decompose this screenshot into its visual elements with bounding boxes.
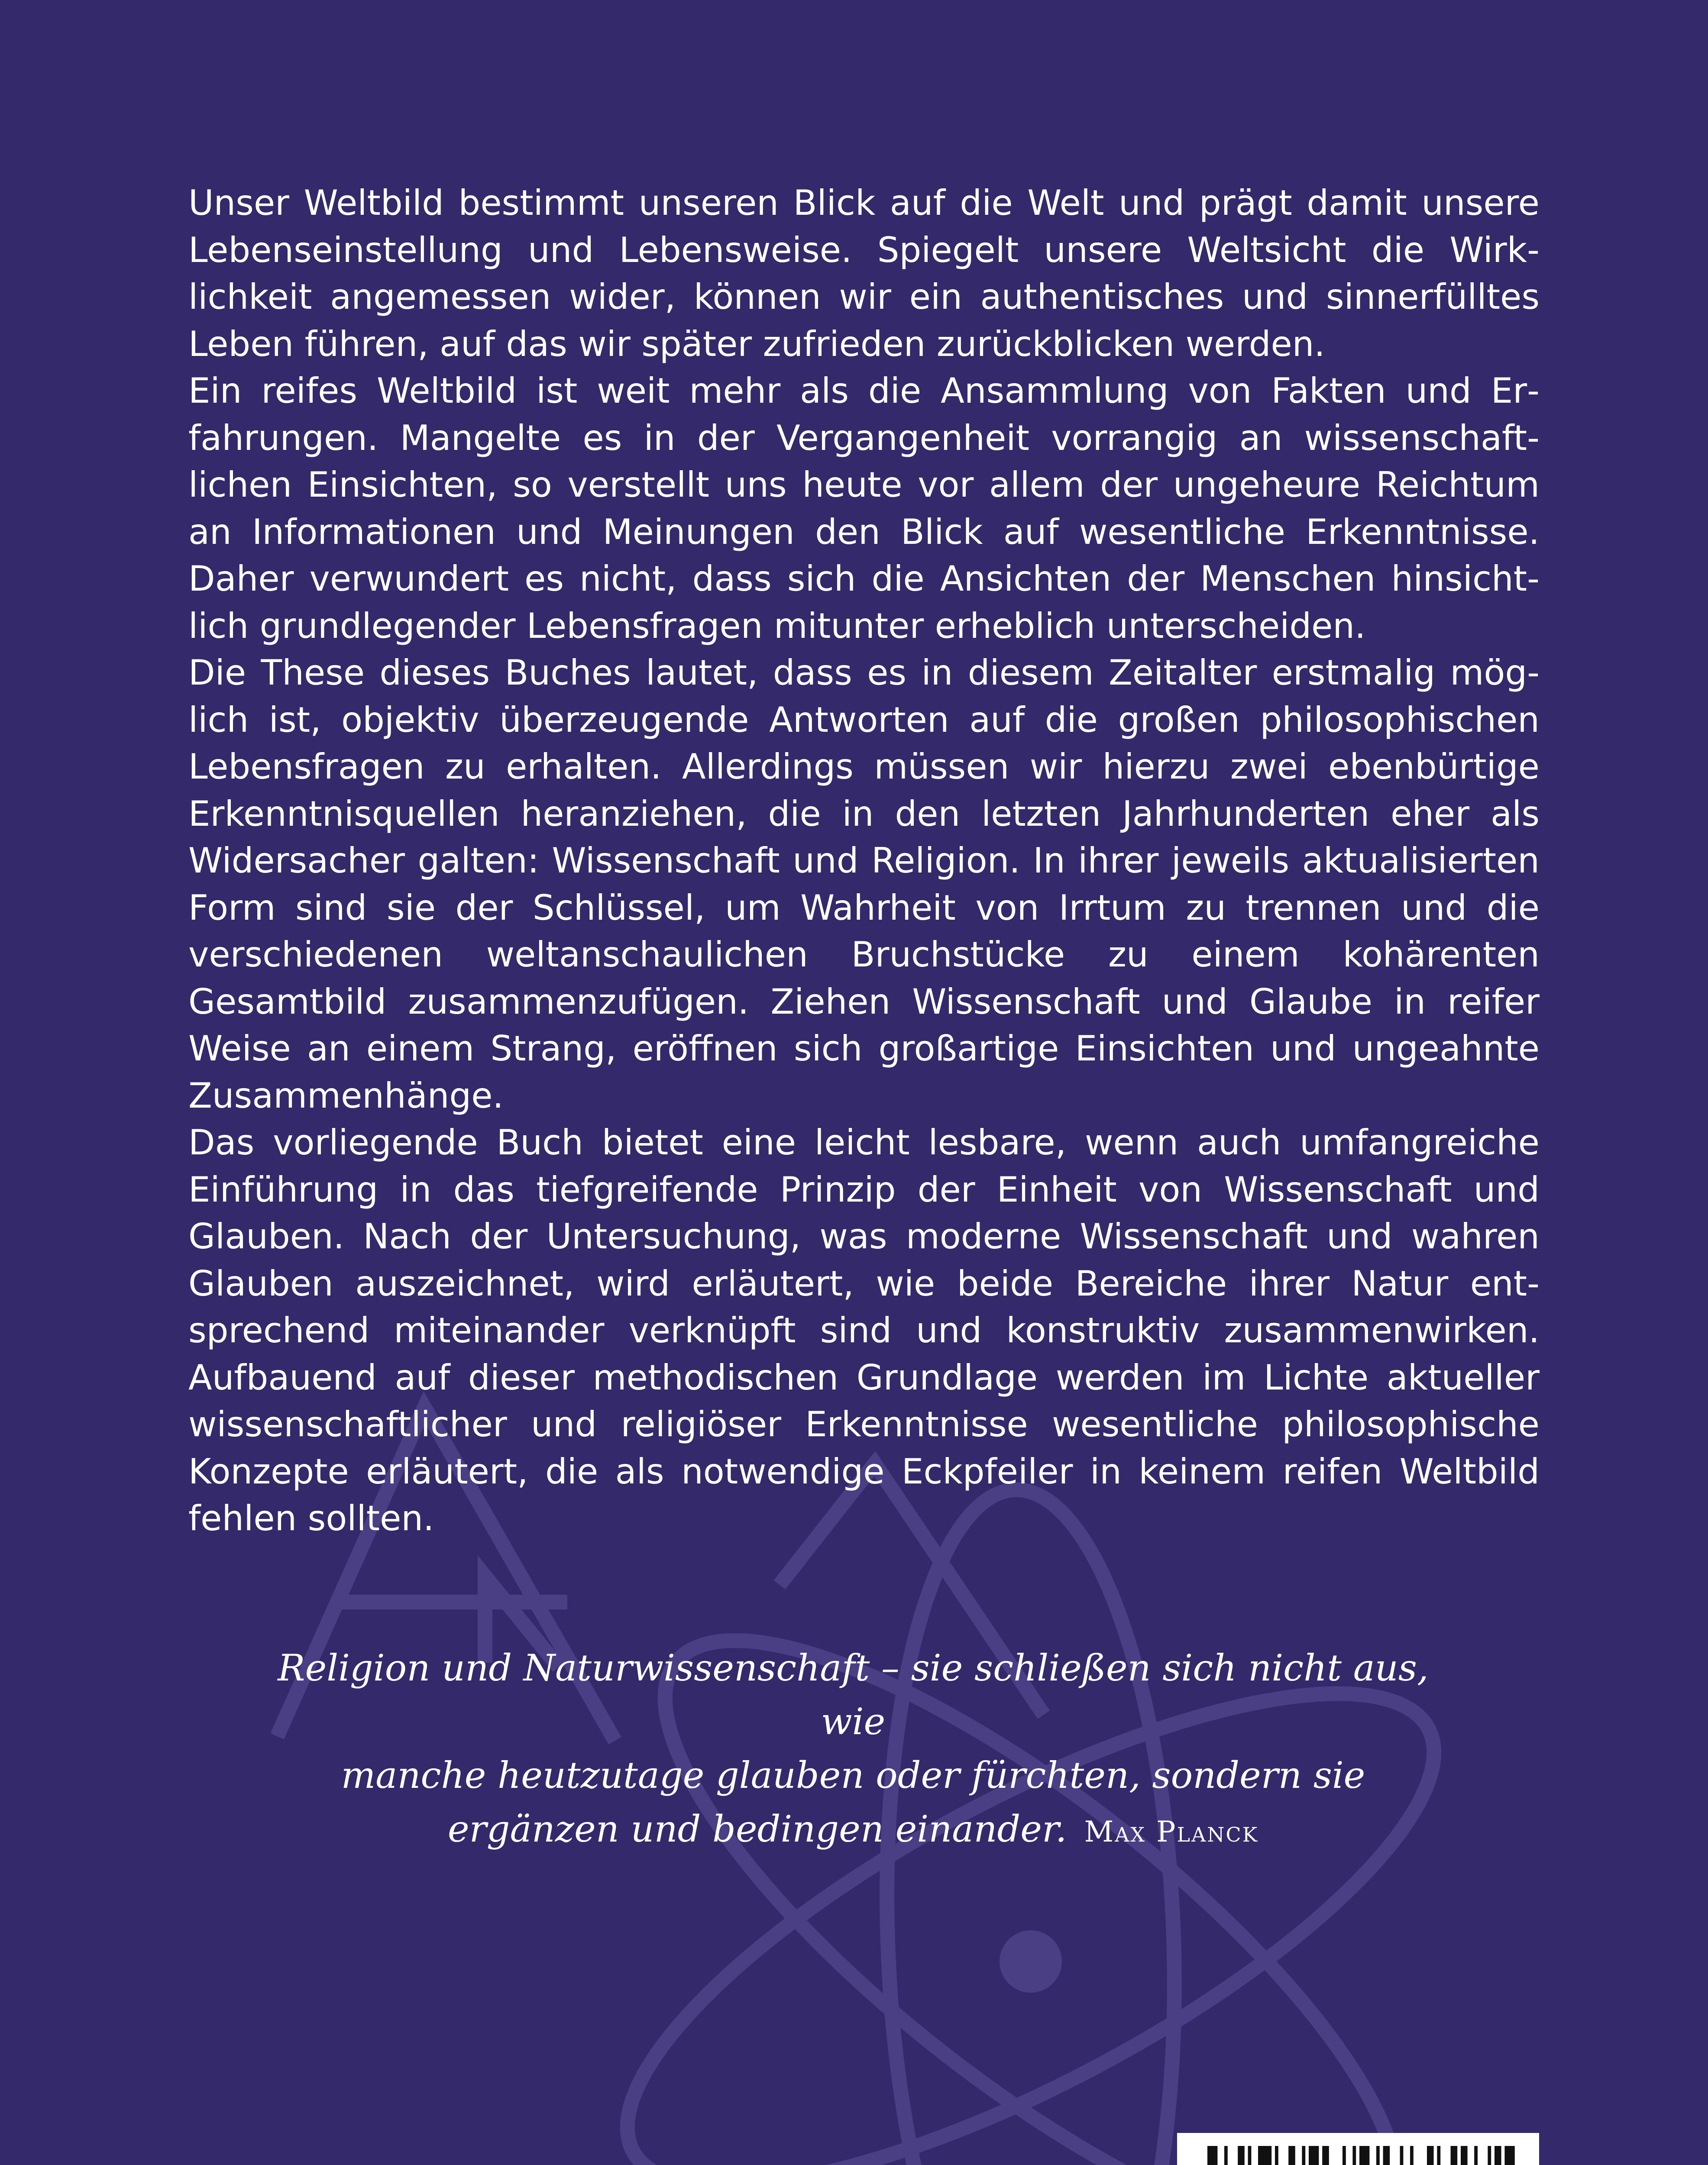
barcode-bar [1309, 2146, 1319, 2165]
barcode-bar [1437, 2146, 1440, 2165]
barcode-bar [1352, 2146, 1356, 2165]
barcode-bar [1207, 2146, 1217, 2165]
barcode-bar [1275, 2146, 1278, 2165]
barcode-bar [1238, 2146, 1245, 2165]
barcode-bar [1410, 2146, 1414, 2165]
barcode-bar [1451, 2146, 1458, 2165]
barcode-bar [1342, 2146, 1346, 2165]
barcode-bar [1504, 2146, 1514, 2165]
barcode-bar [1400, 2146, 1404, 2165]
barcode-bar [1288, 2146, 1295, 2165]
blurb-text [188, 180, 1540, 1542]
barcode-bar [1427, 2146, 1434, 2165]
quote-line: manche heutzutage glauben oder fürchten, sondern sie [341, 1754, 1365, 1797]
barcode-bar [1224, 2146, 1228, 2165]
blurb-paragraph: Die These dieses Buches lautet, dass es in diesem Zeitalter erstmalig möglich ist, objektiv überzeugende Antworten auf die großen philosophischen Lebensfragen zu erhalten. Allerdings müssen wir hierzu zwei ebenbürtige Erkenntnisquellen heranziehen, die in den letzten Jahrhunderten eher als Widersacher galten: Wissenschaft und Religion. In ihrer jeweils aktualisierten Form sind sie der Schlüssel, um Wahrheit von Irrtum zu trennen und die verschiedenen weltanschaulichen Bruchstücke zu einem kohärenten Gesamtbild zusammenzufügen. Ziehen Wissenschaft und Glaube in reifer Weise an einem Strang, eröffnen sich großartige Einsichten und ungeahnte Zusammenhänge. [188, 653, 1540, 1116]
quote-line: ergänzen und bedingen einander. [447, 1808, 1067, 1850]
blurb-paragraph: Unser Weltbild bestimmt unseren Blick auf die Welt und prägt damit unsere Lebenseinstellung und Lebensweise. Spiegelt unsere Weltsicht die Wirklichkeit angemessen wider, können wir ein authentisches und sinnerfülltes Leben führen, auf das wir später zufrieden zurückblicken werden. [188, 183, 1540, 364]
barcode-bar [1376, 2146, 1380, 2165]
barcode-bar [1383, 2146, 1390, 2165]
isbn-barcode [1177, 2133, 1539, 2165]
barcode-bar [1488, 2146, 1491, 2165]
barcode-bar [1322, 2146, 1329, 2165]
barcode-bar [1248, 2146, 1252, 2165]
barcode-bar [1258, 2146, 1271, 2165]
barcode-bars [1177, 2133, 1539, 2165]
barcode-bar [1474, 2146, 1478, 2165]
epigraph-quote [243, 1641, 1464, 1859]
blurb-paragraph: Ein reifes Weltbild ist weit mehr als die Ansammlung von Fakten und Erfahrungen. Mangelte es in der Vergangenheit vorrangig an wissenschaftlichen Einsichten, so verstellt uns heute vor allem der ungeheure Reichtum an Informationen und Meinungen den Blick auf wesentliche Erkenntnisse. Daher verwundert es nicht, dass sich die Ansichten der Menschen hinsichtlich grundlegender Lebensfragen mitunter erheblich unterscheiden. [188, 371, 1540, 646]
barcode-bar [1494, 2146, 1501, 2165]
blurb-paragraph: Das vorliegende Buch bietet eine leicht lesbare, wenn auch umfangreiche Einführung in das tiefgreifende Prinzip der Einheit von Wissenschaft und Glauben. Nach der Untersuchung, was moderne Wissenschaft und wahren Glauben auszeichnet, wird erläutert, wie beide Bereiche ihrer Natur entsprechend miteinander verknüpft sind und konstruktiv zusammenwirken. Aufbauend auf dieser methodischen Grundlage werden im Lichte aktueller wissenschaftlicher und religiöser Erkenntnisse wesentliche philosophische Konzepte erläutert, die als notwendige Eckpfeiler in keinem reifen Weltbild fehlen sollten. [188, 1122, 1540, 1538]
quote-line-with-author [243, 1802, 1464, 1859]
quote-author: Max Planck [1084, 1815, 1259, 1848]
barcode-bar [1302, 2146, 1305, 2165]
barcode-bar [1359, 2146, 1369, 2165]
quote-line: Religion und Naturwissenschaft – sie schließen sich nicht aus, wie [278, 1647, 1429, 1743]
barcode-bar [1461, 2146, 1468, 2165]
